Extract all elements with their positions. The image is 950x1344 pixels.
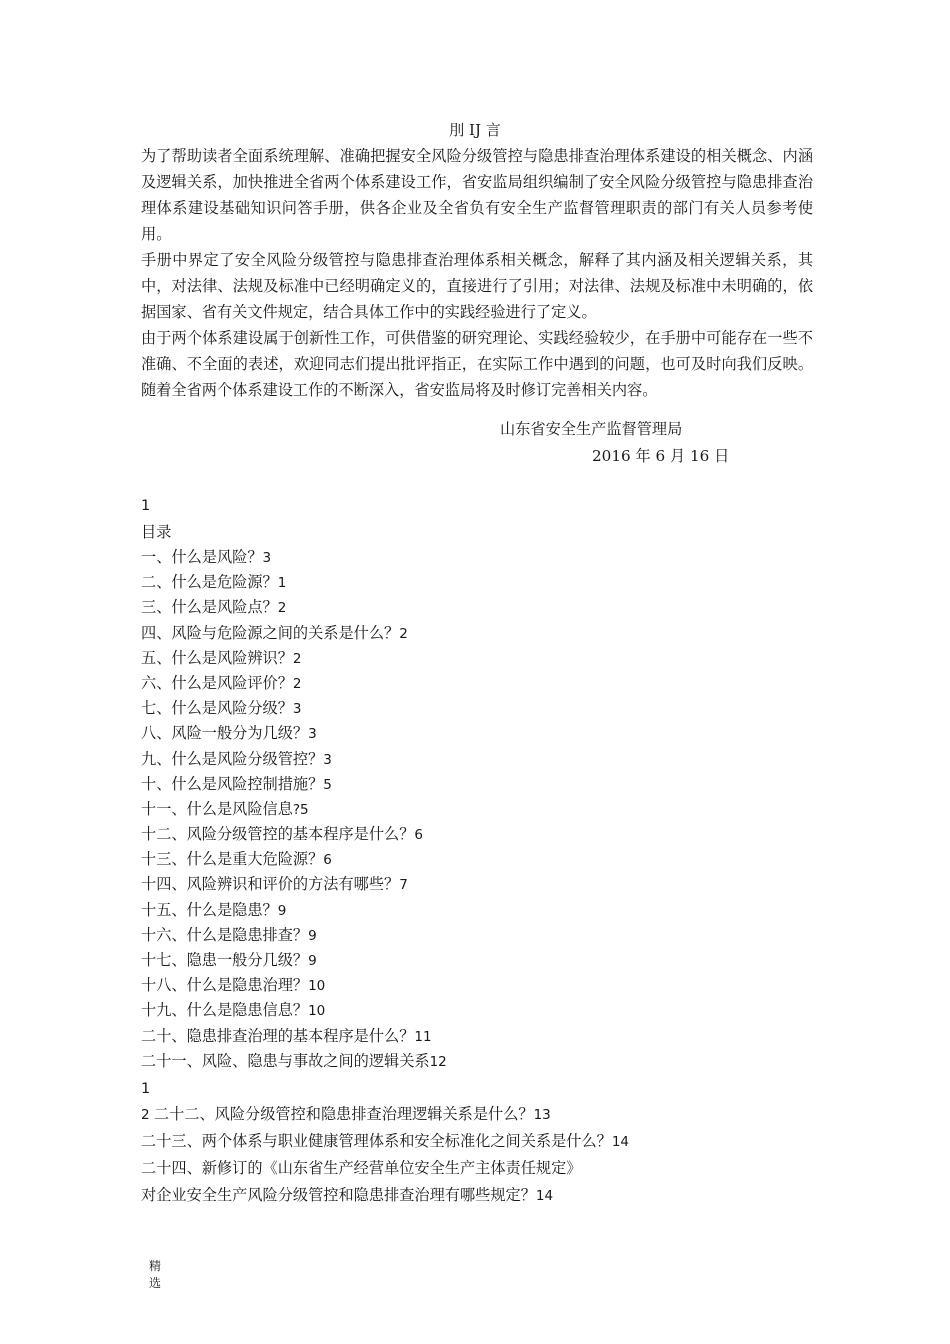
signature-org: 山东省安全生产监督管理局	[500, 420, 683, 438]
toc-entry-text: 二十二、风险分级管控和隐患排查治理逻辑关系是什么？	[153, 1105, 534, 1123]
toc-entry[interactable]	[141, 975, 447, 1000]
toc-entry[interactable]	[141, 849, 447, 874]
toc-entry-page: 10	[308, 1003, 326, 1020]
toc-entry-text: 十五、什么是隐患？	[141, 900, 278, 919]
toc-entry-page: 3	[308, 726, 317, 743]
preface-title: 刖 IJ 言	[449, 121, 501, 139]
toc-entry-text: 一、什么是风险？	[141, 548, 263, 566]
toc-entry[interactable]	[141, 1131, 629, 1158]
toc-entry[interactable]	[141, 1051, 447, 1076]
toc-entry[interactable]	[141, 673, 447, 698]
toc-entry-text: 六、什么是风险评价？	[141, 673, 293, 692]
toc-entry[interactable]	[141, 547, 447, 572]
toc-entry-page: 3	[323, 751, 332, 768]
toc-entry-page: 9	[277, 902, 287, 919]
toc-entry-text: 十、什么是风险控制措施？	[141, 774, 324, 793]
toc-entry-text: 二十三、两个体系与职业健康管理体系和安全标准化之间关系是什么？	[141, 1132, 612, 1150]
toc-entry-text: 四、风险与危险源之间的关系是什么？	[141, 623, 400, 642]
table-of-contents-continued	[141, 1104, 629, 1212]
toc-entry-text: 十七、隐患一般分几级？	[141, 951, 309, 969]
footer-label: 精选	[149, 1259, 162, 1290]
toc-entry[interactable]	[141, 874, 447, 899]
preface-paragraph-3: 由于两个体系建设属于创新性工作，可供借鉴的研究理论、实践经验较少，在手册中可能存在一些不准确、不全面的表述，欢迎同志们提出批评指正，在实际工作中遇到的问题，也可及时向我们反映。随着全省两个体系建设工作的不断深入，省安监局将及时修订完善相关内容。	[141, 329, 813, 399]
toc-entry-text: 对企业安全生产风险分级管控和隐患排查治理有哪些规定？	[141, 1186, 536, 1204]
toc-entry-page: 12	[429, 1053, 447, 1070]
table-of-contents	[141, 547, 447, 1076]
toc-entry-text: 十三、什么是重大危险源？	[141, 850, 324, 869]
toc-entry-page: 3	[292, 701, 302, 718]
toc-entry-text: 二十一、风险、隐患与事故之间的逻辑关系	[141, 1051, 430, 1070]
toc-entry-page: 13	[533, 1107, 551, 1123]
toc-entry-text: 八、风险一般分为几级？	[141, 724, 309, 743]
toc-entry-page: 2	[399, 625, 408, 642]
toc-entry-page: 2	[292, 675, 302, 692]
toc-entry-text: 二十、隐患排查治理的基本程序是什么？	[141, 1026, 415, 1045]
signature-date: 2016 年 6 月 16 日	[592, 447, 730, 465]
toc-entry[interactable]	[141, 1026, 447, 1051]
toc-entry-page: 9	[308, 953, 317, 969]
toc-entry-text: 七、什么是风险分级？	[141, 699, 293, 718]
toc-entry-text: 十六、什么是隐患排查？	[141, 925, 309, 944]
toc-entry-text: 十四、风险辨识和评价的方法有哪些？	[141, 875, 400, 894]
toc-entry[interactable]	[141, 749, 447, 774]
toc-entry[interactable]	[141, 1158, 629, 1185]
toc-entry-page: 5	[323, 776, 332, 793]
toc-entry-text: 二、什么是危险源？	[141, 573, 278, 592]
toc-entry-page: 9	[308, 927, 317, 944]
toc-entry-text: 三、什么是风险点？	[141, 598, 278, 617]
toc-entry-text: 十九、什么是隐患信息？	[141, 1001, 309, 1020]
toc-entry-page: 2	[292, 650, 302, 667]
toc-entry-page: 14	[535, 1188, 554, 1204]
toc-entry-text: 五、什么是风险辨识？	[141, 648, 293, 667]
toc-entry[interactable]	[141, 572, 447, 597]
toc-entry-page: 2	[277, 600, 287, 617]
toc-entry-page: 11	[414, 1028, 432, 1045]
toc-entry-text: 十八、什么是隐患治理？	[141, 976, 309, 995]
toc-entry[interactable]	[141, 623, 447, 648]
toc-entry[interactable]	[141, 698, 447, 723]
toc-entry-page: 7	[399, 877, 408, 894]
toc-entry[interactable]	[141, 1185, 629, 1212]
toc-entry[interactable]	[141, 900, 447, 925]
preface-paragraph-2: 手册中界定了安全风险分级管控与隐患排查治理体系相关概念，解释了其内涵及相关逻辑关系，其中，对法律、法规及标准中已经明确定义的，直接进行了引用；对法律、法规及标准中未明确的，依据国家、省有关文件规定，结合具体工作中的实践经验进行了定义。	[141, 251, 813, 321]
toc-entry-text: 九、什么是风险分级管控？	[141, 749, 324, 768]
toc-entry-text: 十一、什么是风险信息	[141, 799, 293, 818]
page-marker: 1	[141, 498, 151, 514]
preface-paragraph-1: 为了帮助读者全面系统理解、准确把握安全风险分级管控与隐患排查治理体系建设的相关概念、内涵及逻辑关系，加快推进全省两个体系建设工作，省安监局组织编制了安全风险分级管控与隐患排查治理体系建设基础知识问答手册，供各企业及全省负有安全生产监督管理职责的部门有关人员参考使用。	[141, 147, 813, 243]
toc-entry[interactable]	[141, 1000, 447, 1025]
toc-entry-page: 6	[323, 852, 332, 869]
toc-entry[interactable]	[141, 597, 447, 622]
preface-body	[141, 143, 813, 403]
toc-entry-text: 十二、风险分级管控的基本程序是什么？	[141, 825, 415, 844]
toc-entry[interactable]	[141, 648, 447, 673]
toc-entry-page: 14	[611, 1134, 629, 1150]
page-marker: 2	[141, 1107, 154, 1123]
toc-entry[interactable]	[141, 774, 447, 799]
page-marker: 1	[141, 1081, 151, 1097]
toc-entry-page: 10	[308, 978, 326, 995]
toc-entry[interactable]	[141, 925, 447, 950]
toc-entry[interactable]	[141, 723, 447, 748]
toc-entry-page: 1	[277, 575, 287, 592]
toc-entry-text: 二十四、新修订的《山东省生产经营单位安全生产主体责任规定》	[141, 1159, 582, 1177]
toc-heading: 目录	[141, 523, 172, 541]
toc-entry-page: 6	[414, 827, 423, 844]
toc-entry-page: 3	[262, 550, 272, 566]
toc-entry[interactable]	[141, 950, 447, 975]
toc-entry-page: ?5	[292, 801, 309, 818]
toc-entry[interactable]	[141, 1104, 629, 1131]
toc-entry[interactable]	[141, 824, 447, 849]
toc-entry[interactable]	[141, 799, 447, 824]
